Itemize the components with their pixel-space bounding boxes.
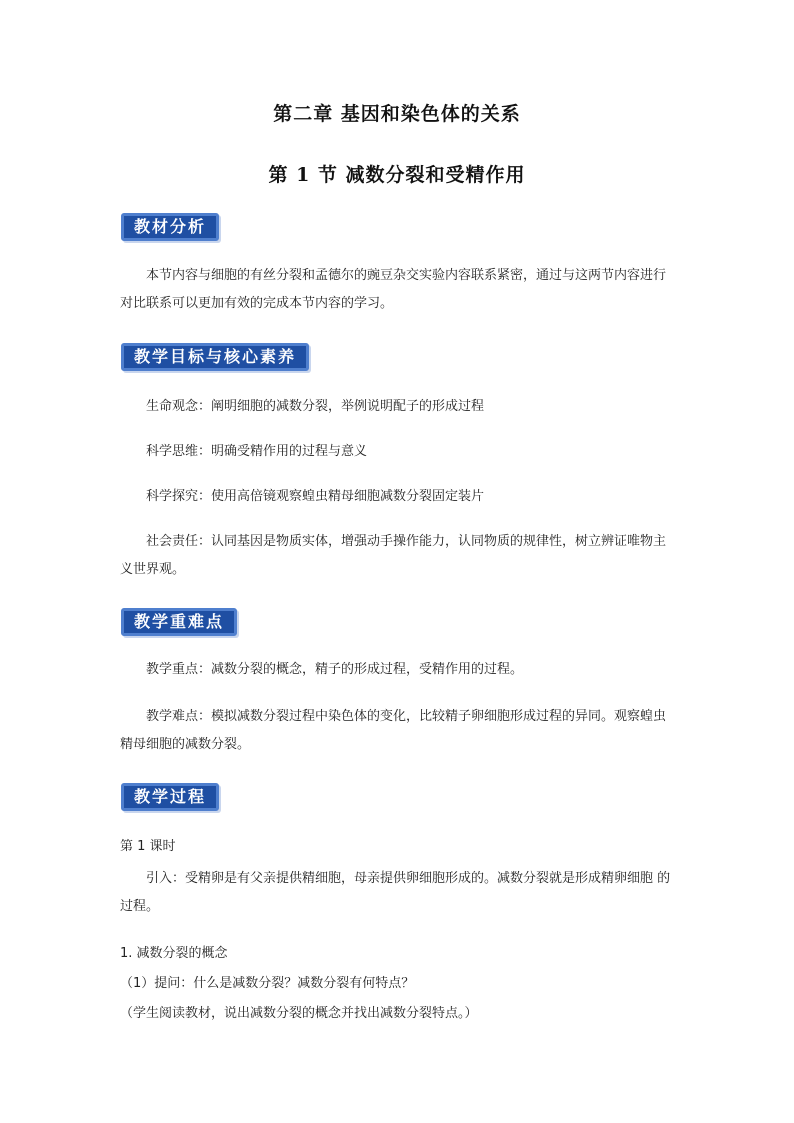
question-1-note: （学生阅读教材，说出减数分裂的概念并找出减数分裂特点。）	[120, 1006, 478, 1021]
section-badge-goals: 教学目标与核心素养	[121, 343, 309, 371]
subheading-meiosis-concept: 1. 减数分裂的概念	[120, 946, 228, 961]
key-point-difficulty: 教学难点：模拟减数分裂过程中染色体的变化，比较精子卵细胞形成过程的异同。观察蝗虫精母细胞的减数分裂。	[120, 709, 667, 752]
section-badge-process: 教学过程	[121, 783, 219, 811]
lesson-label: 第 1 课时	[120, 839, 176, 854]
key-point-focus: 教学重点：减数分裂的概念，精子的形成过程，受精作用的过程。	[146, 662, 524, 677]
goal-item-scientific-thinking: 科学思维：明确受精作用的过程与意义	[146, 444, 368, 459]
analysis-paragraph: 本节内容与细胞的有丝分裂和孟德尔的豌豆杂交实验内容联系紧密，通过与这两节内容进行对比联系可以更加有效的完成本节内容的学习。	[120, 268, 667, 311]
section-badge-analysis: 教材分析	[121, 213, 219, 241]
section-title: 第 1 节 减数分裂和受精作用	[268, 164, 526, 186]
section-badge-key-points: 教学重难点	[121, 608, 237, 636]
goal-item-social-responsibility: 社会责任：认同基因是物质实体，增强动手操作能力，认同物质的规律性，树立辨证唯物主义世界观。	[120, 534, 667, 577]
question-1: （1）提问：什么是减数分裂？减数分裂有何特点？	[120, 976, 415, 991]
intro-paragraph: 引入：受精卵是有父亲提供精细胞，母亲提供卵细胞形成的。减数分裂就是形成精卵细胞 的过程。	[120, 871, 671, 914]
goal-item-life-concept: 生命观念：阐明细胞的减数分裂，举例说明配子的形成过程	[146, 399, 485, 414]
chapter-title: 第二章 基因和染色体的关系	[273, 103, 521, 125]
goal-item-scientific-inquiry: 科学探究：使用高倍镜观察蝗虫精母细胞减数分裂固定装片	[146, 489, 485, 504]
